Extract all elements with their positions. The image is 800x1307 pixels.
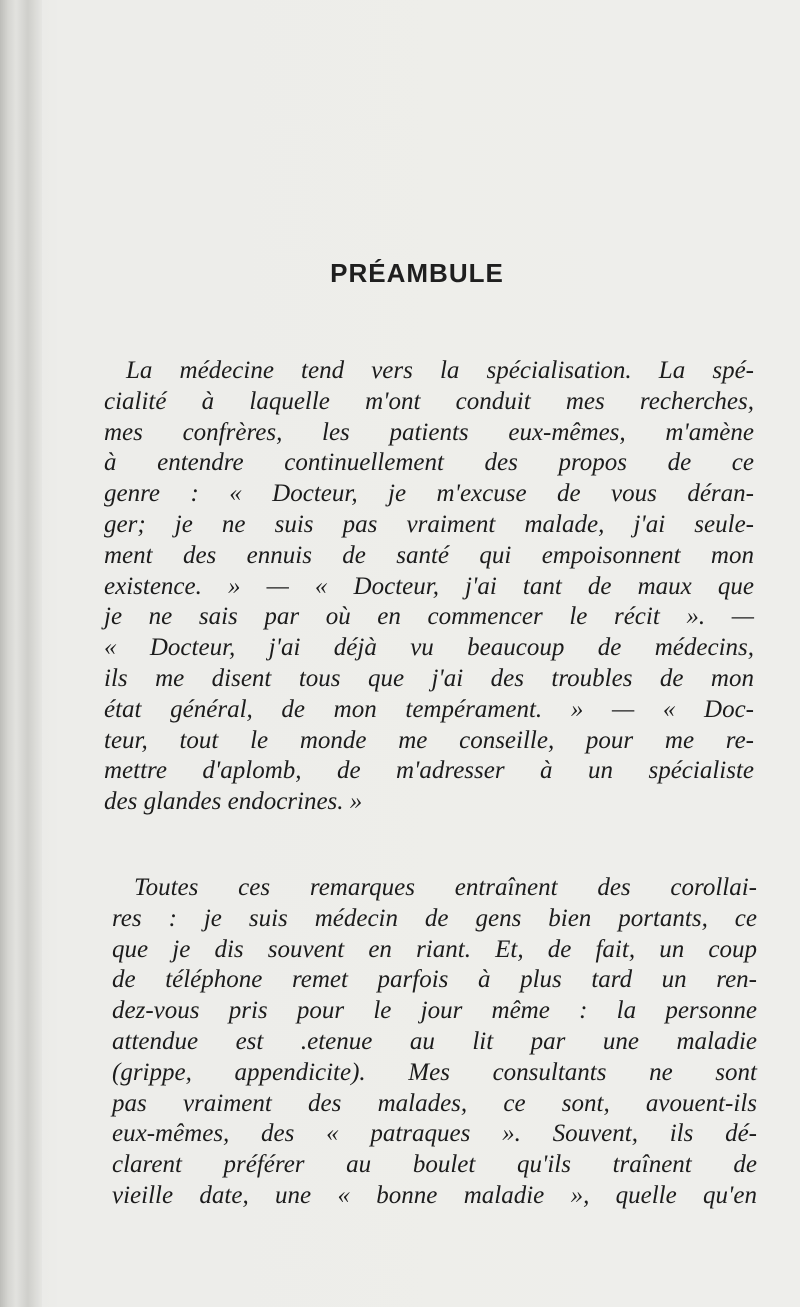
text-line: dez-vous pris pour le jour même : la personne bbox=[112, 997, 757, 1025]
text-line: clarent préférer au boulet qu'ils traînent de bbox=[112, 1151, 757, 1179]
text-line: genre : « Docteur, je m'excuse de vous déran- bbox=[104, 480, 754, 508]
text-line: La médecine tend vers la spécialisation. La spé- bbox=[126, 357, 754, 384]
text-line: ment des ennuis de santé qui empoisonnent mon bbox=[104, 541, 754, 569]
text-line: vieille date, une « bonne maladie », quelle qu'en bbox=[112, 1181, 757, 1209]
text-line: existence. » — « Docteur, j'ai tant de maux que bbox=[104, 572, 754, 600]
text-line: (grippe, appendicite). Mes consultants ne sont bbox=[112, 1058, 757, 1086]
text-line: eux-mêmes, des « patraques ». Souvent, ils dé- bbox=[112, 1120, 757, 1148]
paragraph-1 bbox=[104, 356, 754, 818]
text-line: ger; je ne suis pas vraiment malade, j'ai seule- bbox=[104, 510, 754, 538]
text-line: mettre d'aplomb, de m'adresser à un spécialiste bbox=[104, 757, 754, 785]
text-line: cialité à laquelle m'ont conduit mes recherches, bbox=[104, 387, 754, 415]
text-line: « Docteur, j'ai déjà vu beaucoup de médecins, bbox=[104, 634, 754, 662]
text-line: des glandes endocrines. » bbox=[104, 788, 363, 816]
text-line: à entendre continuellement des propos de ce bbox=[104, 449, 754, 477]
text-line: ils me disent tous que j'ai des troubles de mon bbox=[104, 664, 754, 692]
text-line: de téléphone remet parfois à plus tard un ren- bbox=[112, 966, 757, 994]
text-line: Toutes ces remarques entraînent des corollai- bbox=[134, 874, 757, 901]
page-gutter bbox=[0, 0, 42, 1307]
paragraph-2 bbox=[112, 873, 757, 1212]
text-line: pas vraiment des malades, ce sont, avouent-ils bbox=[112, 1089, 757, 1117]
text-line: attendue est .etenue au lit par une maladie bbox=[112, 1027, 757, 1055]
text-line: mes confrères, les patients eux-mêmes, m'amène bbox=[104, 418, 754, 446]
text-line: res : je suis médecin de gens bien portants, ce bbox=[112, 904, 757, 932]
text-line: je ne sais par où en commencer le récit ». — bbox=[104, 603, 754, 631]
page-title: PRÉAMBULE bbox=[330, 258, 504, 288]
text-line: état général, de mon tempérament. » — « Doc- bbox=[104, 695, 754, 723]
text-line: teur, tout le monde me conseille, pour me re- bbox=[104, 726, 754, 754]
text-line: que je dis souvent en riant. Et, de fait, un coup bbox=[112, 935, 757, 963]
